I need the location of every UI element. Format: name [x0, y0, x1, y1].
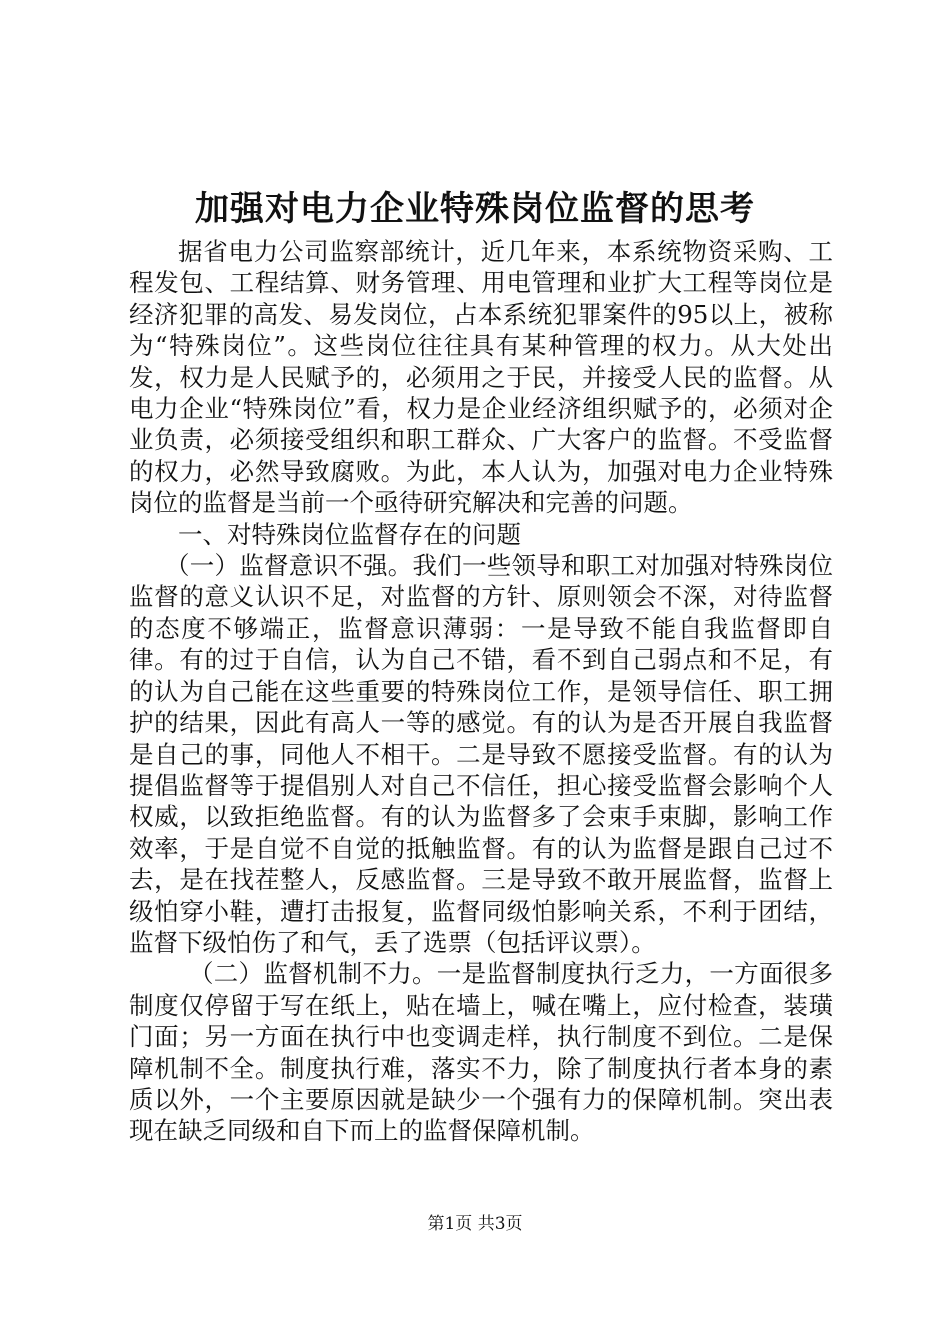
subsection-paragraph-1: （一）监督意识不强。我们一些领导和职工对加强对特殊岗位监督的意义认识不足，对监督的方针、原则领会不深，对待监督的态度不够端正，监督意识薄弱：一是导致不能自我监督即自律。有的过于自信，认为自己不错，看不到自己弱点和不足，有的认为自己能在这些重要的特殊岗位工作，是领导信任、职工拥护的结果，因此有高人一等的感觉。有的认为是否开展自我监督是自己的事，同他人不相干。二是导致不愿接受监督。有的认为提倡监督等于提倡别人对自己不信任，担心接受监督会影响个人权威，以致拒绝监督。有的认为监督多了会束手束脚，影响工作效率，于是自觉不自觉的抵触监督。有的认为监督是跟自己过不去，是在找茬整人，反感监督。三是导致不敢开展监督，监督上级怕穿小鞋，遭打击报复，监督同级怕影响关系，不利于团结，监督下级怕伤了和气，丢了选票（包括评议票）。: [129, 551, 833, 957]
section-heading-1: 一、对特殊岗位监督存在的问题: [178, 519, 521, 549]
document-body: [129, 236, 833, 1147]
subsection-paragraph-2: （二）监督机制不力。一是监督制度执行乏力，一方面很多制度仅停留于写在纸上，贴在墙上，喊在嘴上，应付检查，装璜门面；另一方面在执行中也变调走样，执行制度不到位。二是保障机制不全。制度执行难，落实不力，除了制度执行者本身的素质以外，一个主要原因就是缺少一个强有力的保障机制。突出表现在缺乏同级和自下而上的监督保障机制。: [129, 959, 833, 1146]
intro-paragraph: 据省电力公司监察部统计，近几年来，本系统物资采购、工程发包、工程结算、财务管理、用电管理和业扩大工程等岗位是经济犯罪的高发、易发岗位，占本系统犯罪案件的95以上，被称为“特殊岗位”。这些岗位往往具有某种管理的权力。从大处出发，权力是人民赋予的，必须用之于民，并接受人民的监督。从电力企业“特殊岗位”看，权力是企业经济组织赋予的，必须对企业负责，必须接受组织和职工群众、广大客户的监督。不受监督的权力，必然导致腐败。为此，本人认为，加强对电力企业特殊岗位的监督是当前一个亟待研究解决和完善的问题。: [129, 237, 833, 518]
document-title: 加强对电力企业特殊岗位监督的思考: [195, 189, 755, 229]
page-number-footer: 第1页 共3页: [427, 1214, 523, 1234]
